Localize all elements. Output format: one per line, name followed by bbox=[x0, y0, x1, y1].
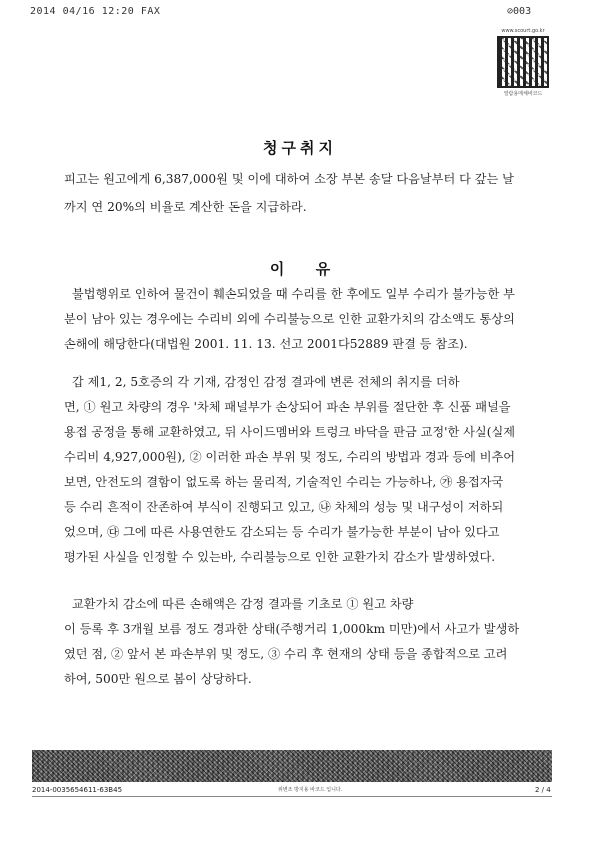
reason-paragraph-1 bbox=[64, 282, 544, 357]
claim-title: 청구취지 bbox=[263, 139, 337, 157]
reason-line: 용접 공정을 통해 교환하였고, 뒤 사이드멤버와 트렁크 바닥을 판금 교정'한 사실(실제 bbox=[64, 425, 516, 439]
reason-line: 평가된 사실을 인정할 수 있는바, 수리불능으로 인한 교환가치 감소가 발생하였다. bbox=[64, 550, 496, 564]
reason-paragraph-3 bbox=[64, 592, 544, 692]
reason-line: 손해에 해당한다(대법원 2001. 11. 13. 선고 2001다52889 판결 등 참조). bbox=[64, 337, 468, 351]
reason-line: 불법행위로 인하여 물건이 훼손되었을 때 수리를 한 후에도 일부 수리가 불가능한 부 bbox=[72, 287, 515, 301]
qr-caption: 열람용매체바코드 bbox=[503, 91, 543, 97]
footer-divider bbox=[32, 796, 552, 797]
reason-line: 였던 점, ② 앞서 본 파손부위 및 정도, ③ 수리 후 현재의 상태 등을 종합적으로 고려 bbox=[64, 647, 508, 661]
fax-page-value: 003 bbox=[513, 6, 532, 17]
qr-url: www.scourt.go.kr bbox=[501, 28, 545, 34]
reason-title: 이 유 bbox=[269, 260, 331, 278]
qr-code-image bbox=[497, 36, 549, 88]
reason-line: 보면, 안전도의 결함이 없도록 하는 물리적, 기술적인 수리는 가능하나, ㉮ 용접자국 bbox=[64, 475, 504, 489]
fax-header-text: 2014 04/16 12:20 FAX bbox=[30, 6, 161, 17]
fax-page-icon: ⊘ bbox=[507, 6, 514, 17]
reason-line: 수리비 4,927,000원), ② 이러한 파손 부위 및 정도, 수리의 방법과 경과 등에 비추어 bbox=[64, 450, 516, 464]
reason-line: 분이 남아 있는 경우에는 수리비 외에 수리불능으로 인한 교환가치의 감소액도 통상의 bbox=[64, 312, 515, 326]
page-indicator: 2 / 4 bbox=[535, 786, 551, 794]
reason-line: 면, ① 원고 차량의 경우 '차체 패널부가 손상되어 파손 부위를 절단한 후 신품 패널을 bbox=[64, 400, 511, 414]
reason-line: 이 등록 후 3개월 보름 정도 경과한 상태(주행거리 1,000km 미만)에서 사고가 발생하 bbox=[64, 622, 520, 636]
qr-block bbox=[494, 28, 552, 97]
reason-line: 갑 제1, 2, 5호증의 각 기재, 감정인 감정 결과에 변론 전체의 취지를 더하 bbox=[72, 375, 460, 389]
fax-page-number bbox=[507, 6, 531, 17]
barcode-note: 위변조 방지용 바코드 입니다. bbox=[278, 787, 343, 793]
reason-paragraph-2 bbox=[64, 370, 544, 570]
claim-line: 피고는 원고에게 6,387,000원 및 이에 대하여 소장 부본 송달 다음날부터 다 갚는 날 bbox=[64, 172, 514, 186]
reason-line: 교환가치 감소에 따른 손해액은 감정 결과를 기초로 ① 원고 차량 bbox=[72, 597, 414, 611]
claim-paragraph bbox=[64, 165, 544, 221]
document-id: 2014-0035654611-63B45 bbox=[32, 786, 123, 794]
claim-line: 까지 연 20%의 비율로 계산한 돈을 지급하라. bbox=[64, 200, 307, 214]
reason-line: 하여, 500만 원으로 봄이 상당하다. bbox=[64, 672, 252, 686]
anti-forgery-barcode bbox=[32, 750, 552, 782]
reason-line: 었으며, ㉰ 그에 따른 사용연한도 감소되는 등 수리가 불가능한 부분이 남아 있다고 bbox=[64, 525, 500, 539]
reason-line: 등 수리 흔적이 잔존하여 부식이 진행되고 있고, ㉯ 차체의 성능 및 내구성이 저하되 bbox=[64, 500, 504, 514]
